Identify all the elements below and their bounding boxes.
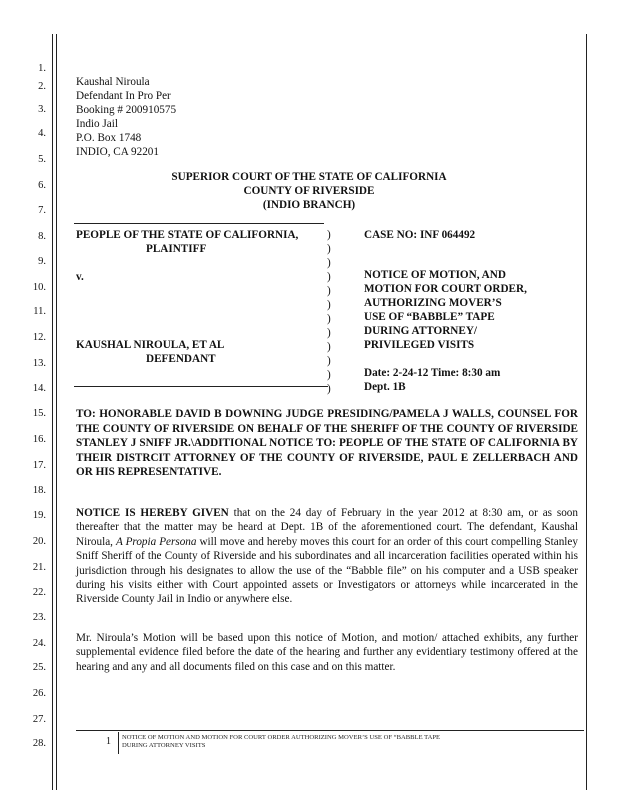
header-po-box: P.O. Box 1748 — [76, 132, 142, 144]
motion-title-line-4: USE OF “BABBLE” TAPE — [364, 311, 495, 323]
line-number: 14. — [32, 383, 46, 394]
footer-divider — [118, 732, 119, 754]
margin-rule-left-inner — [56, 34, 57, 790]
caption-paren: ) — [327, 229, 331, 241]
caption-plaintiff: PEOPLE OF THE STATE OF CALIFORNIA, — [76, 229, 299, 241]
caption-paren: ) — [327, 299, 331, 311]
line-number: 24. — [32, 638, 46, 649]
margin-rule-left-outer — [52, 34, 53, 790]
footer-title-2: DURING ATTORNEY VISITS — [122, 742, 206, 749]
caption-paren: ) — [327, 341, 331, 353]
header-facility: Indio Jail — [76, 118, 118, 130]
line-number: 13. — [32, 358, 46, 369]
line-number: 27. — [32, 714, 46, 725]
notice-italic: A Propia Persona — [115, 535, 197, 548]
line-number: 2. — [38, 81, 46, 92]
line-number: 18. — [32, 485, 46, 496]
caption-plaintiff-label: PLAINTIFF — [146, 243, 207, 255]
line-number: 5. — [38, 154, 46, 165]
caption-paren: ) — [327, 355, 331, 367]
to-paragraph: TO: HONORABLE DAVID B DOWNING JUDGE PRESIDING/PAMELA J WALLS, COUNSEL FOR THE COUNTY OF RIVERSIDE ON BEHALF OF THE SHERIFF OF THE COUNTY OF RIVERSIDE STANLEY J SNIFF JR.\ADDITIONAL NOTICE TO: PEOPLE OF THE STATE OF CALIFORNIA BY THEIR DISTRCIT ATTORNEY OF THE COUNTY OF RIVERSIDE, PAUL E ZELLERBACH AND OR HIS REPRESENTATIVE. — [76, 408, 578, 479]
caption-paren: ) — [327, 257, 331, 269]
line-number: 21. — [32, 562, 46, 573]
header-name: Kaushal Niroula — [76, 76, 150, 88]
caption-paren: ) — [327, 271, 331, 283]
caption-paren: ) — [327, 313, 331, 325]
footer-page-number: 1 — [106, 736, 111, 747]
line-number: 9. — [38, 256, 46, 267]
notice-text-1: that on the 24 day of February in the year 2012 at 8:30 am, or as soon thereafter that the matter may be heard at Dept. 1B of the aforementioned court. The defendant, Kaushal Niroula, — [76, 507, 578, 548]
court-title-line-2: COUNTY OF RIVERSIDE — [243, 185, 375, 197]
hearing-date: Date: 2-24-12 Time: 8:30 am — [364, 367, 501, 379]
line-number: 6. — [38, 180, 46, 191]
court-title-line-1: SUPERIOR COURT OF THE STATE OF CALIFORNIA — [171, 171, 447, 183]
motion-title-line-3: AUTHORIZING MOVER’S — [364, 297, 502, 309]
line-number: 16. — [32, 434, 46, 445]
footer-title-1: NOTICE OF MOTION AND MOTION FOR COURT ORDER AUTHORIZING MOVER’S USE OF “BABBLE TAPE — [122, 734, 441, 741]
line-number: 19. — [32, 510, 46, 521]
caption-versus: v. — [76, 271, 84, 283]
case-number: CASE NO: INF 064492 — [364, 229, 476, 241]
line-number: 4. — [38, 128, 46, 139]
margin-rule-right — [586, 34, 587, 790]
line-number: 23. — [32, 612, 46, 623]
caption-defendant: KAUSHAL NIROULA, ET AL — [76, 339, 225, 351]
court-title-line-3: (INDIO BRANCH) — [262, 199, 356, 211]
notice-lead: NOTICE IS HEREBY GIVEN — [76, 507, 229, 519]
line-number: 1. — [38, 63, 46, 74]
caption-top-rule — [74, 223, 324, 224]
motion-title-line-2: MOTION FOR COURT ORDER, — [364, 283, 527, 295]
caption-paren: ) — [327, 327, 331, 339]
line-number: 8. — [38, 231, 46, 242]
line-number: 3. — [38, 104, 46, 115]
notice-paragraph — [76, 506, 578, 607]
caption-bottom-rule — [74, 386, 328, 387]
line-number: 28. — [32, 738, 46, 749]
motion-paragraph: Mr. Niroula’s Motion will be based upon this notice of Motion, and motion/ attached exhibits, any further supplemental evidence filed before the date of the hearing and further any evidentiary testimony offered at the hearing and any and all documents filed on this case and on this matter. — [76, 632, 578, 673]
line-number: 10. — [32, 282, 46, 293]
caption-paren: ) — [327, 369, 331, 381]
line-number: 7. — [38, 205, 46, 216]
caption-paren: ) — [327, 285, 331, 297]
line-number: 20. — [32, 536, 46, 547]
header-city: INDIO, CA 92201 — [76, 146, 159, 158]
line-number: 15. — [32, 408, 46, 419]
line-number: 11. — [33, 306, 46, 317]
line-number: 12. — [32, 332, 46, 343]
caption-defendant-label: DEFENDANT — [146, 353, 216, 365]
caption-paren: ) — [327, 243, 331, 255]
header-role: Defendant In Pro Per — [76, 90, 171, 102]
notice-text-2: will move and hereby moves this court for an order of this court compelling Stanley Sniff Sheriff of the County of Riverside and his subordinates and all incarceration facilities operated within his jurisdiction through his designates to allow the use of the “Babble file” on his computer and a USB speaker during his visits either with Court appointed assets or Investigators or attorneys while incarcerated in the Riverside County Jail in Indio or anywhere else. — [76, 535, 578, 606]
header-booking: Booking # 200910575 — [76, 104, 177, 116]
motion-title-line-6: PRIVILEGED VISITS — [364, 339, 475, 351]
footer-rule — [76, 730, 584, 731]
line-number: 22. — [32, 587, 46, 598]
caption-paren: ) — [327, 383, 331, 395]
motion-title-line-1: NOTICE OF MOTION, AND — [364, 269, 506, 281]
motion-title-line-5: DURING ATTORNEY/ — [364, 325, 478, 337]
hearing-dept: Dept. 1B — [364, 381, 406, 393]
line-number: 25. — [32, 662, 46, 673]
line-number: 17. — [32, 460, 46, 471]
line-number: 26. — [32, 688, 46, 699]
